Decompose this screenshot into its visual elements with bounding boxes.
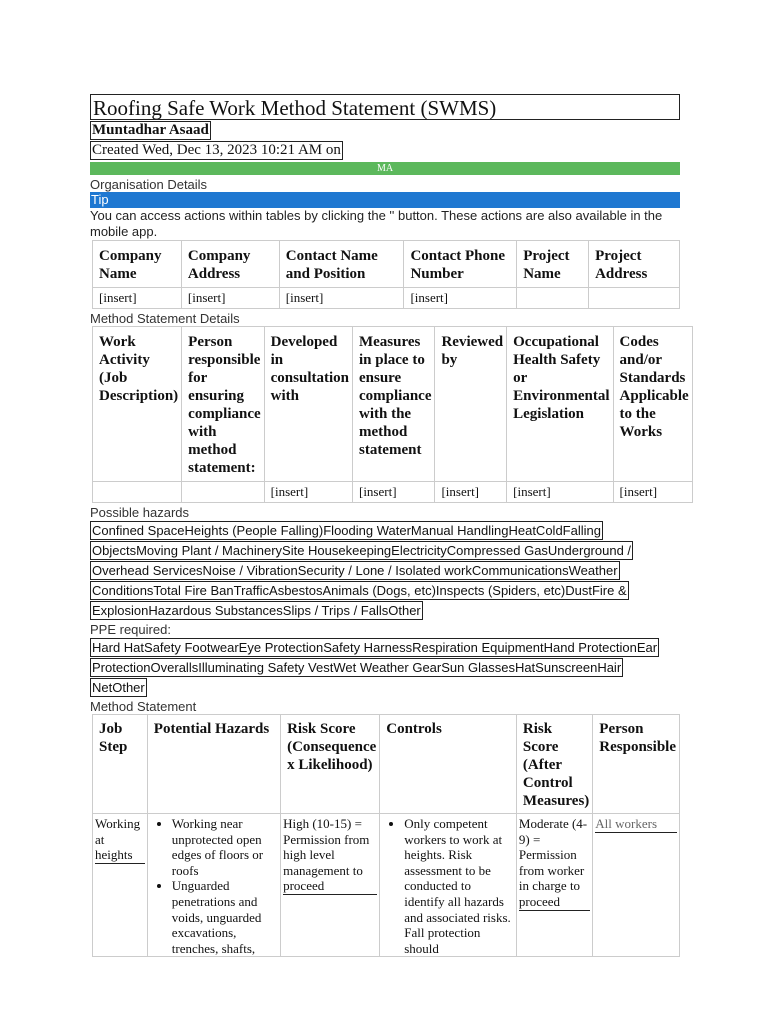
hazards-line: ObjectsMoving Plant / MachinerySite HousekeepingElectricityCompressed GasUnderground / [92,543,632,558]
work-activity-field[interactable] [93,482,182,503]
risk-score-text: High (10-15) = Permission from high level management to proceed [283,816,377,895]
hazards-line: ExplosionHazardous SubstancesSlips / Trips / FallsOther [92,603,421,618]
legislation-field[interactable]: [insert] [507,482,613,503]
initials-bar: MA [90,162,680,175]
column-header: Potential Hazards [147,715,280,814]
method-details-table [92,326,693,503]
risk-after-cell [516,814,592,957]
hazards-line: Overhead ServicesNoise / VibrationSecurity / Lone / Isolated workCommunicationsWeather [92,563,618,578]
section-ppe-required: PPE required: [90,622,171,637]
hazards-line: ConditionsTotal Fire BanTrafficAsbestosAnimals (Dogs, etc)Inspects (Spiders, etc)DustFire & [92,583,627,598]
hazards-line: Confined SpaceHeights (People Falling)Flooding WaterManual HandlingHeatColdFalling [92,523,601,538]
column-header: Controls [380,715,517,814]
ppe-line: ProtectionOverallsIlluminating Safety VestWet Weather GearSun GlassesHatSunscreenHair [92,660,622,675]
column-header: Risk Score (Consequence x Likelihood) [281,715,380,814]
controls-cell [380,814,517,957]
person-responsible-cell [593,814,680,957]
table-row [93,814,680,957]
column-header: Company Name [93,241,182,288]
column-header: Person Responsible [593,715,680,814]
section-possible-hazards: Possible hazards [90,505,189,520]
controls-list [382,816,514,956]
organisation-table [92,240,680,309]
codes-standards-field[interactable]: [insert] [613,482,692,503]
risk-after-text: Moderate (4-9) = Permission from worker in charge to proceed [519,816,590,911]
risk-score-cell [281,814,380,957]
developed-with-field[interactable]: [insert] [264,482,352,503]
reviewed-by-field[interactable]: [insert] [435,482,507,503]
column-header: Project Address [589,241,680,288]
table-header-row [93,715,680,814]
hazards-list [150,816,278,956]
column-header: Job Step [93,715,148,814]
ppe-line: NetOther [92,680,145,695]
document-title: Roofing Safe Work Method Statement (SWMS) [90,94,680,120]
ppe-line: Hard HatSafety FootwearEye ProtectionSafety HarnessRespiration EquipmentHand ProtectionEar [92,640,658,655]
table-row [93,288,680,309]
tip-text: You can access actions within tables by clicking the '' button. These actions are also available in the mobile app. [90,208,663,239]
company-address-field[interactable]: [insert] [181,288,279,309]
column-header: Work Activity (Job Description) [93,327,182,482]
author-name: Muntadhar Asaad [92,122,209,138]
section-organisation-details: Organisation Details [90,177,208,192]
table-header-row [93,327,693,482]
column-header: Reviewed by [435,327,507,482]
job-step-text: Working at heights [95,816,145,864]
project-address-field[interactable] [589,288,680,309]
person-responsible-text: All workers [595,816,677,833]
contact-name-field[interactable]: [insert] [279,288,404,309]
table-header-row [93,241,680,288]
job-step-cell [93,814,148,957]
contact-phone-field[interactable]: [insert] [404,288,517,309]
column-header: Contact Phone Number [404,241,517,288]
document [90,94,689,957]
created-date: Created Wed, Dec 13, 2023 10:21 AM on [92,142,341,158]
project-name-field[interactable] [517,288,589,309]
column-header: Company Address [181,241,279,288]
column-header: Risk Score (After Control Measures) [516,715,592,814]
measures-field[interactable]: [insert] [352,482,434,503]
column-header: Contact Name and Position [279,241,404,288]
potential-hazards-cell [147,814,280,957]
column-header: Occupational Health Safety or Environmental Legislation [507,327,613,482]
table-row [93,482,693,503]
method-statement-table [92,714,680,957]
list-item: • Unguarded penetrations and voids, unguarded excavations, trenches, shafts, [172,878,278,956]
section-method-statement-details: Method Statement Details [90,311,240,326]
column-header: Person responsible for ensuring compliance with method statement: [182,327,264,482]
person-responsible-field[interactable] [182,482,264,503]
column-header: Developed in consultation with [264,327,352,482]
column-header: Codes and/or Standards Applicable to the Works [613,327,692,482]
column-header: Project Name [517,241,589,288]
list-item: • Working near unprotected open edges of floors or roofs [172,816,278,878]
tip-bar: Tip [90,192,680,208]
column-header: Measures in place to ensure compliance with the method statement [352,327,434,482]
list-item: • Only competent workers to work at heights. Risk assessment to be conducted to identify all hazards and associated risks. Fall protection should [404,816,514,956]
section-method-statement: Method Statement [90,699,197,714]
company-name-field[interactable]: [insert] [93,288,182,309]
